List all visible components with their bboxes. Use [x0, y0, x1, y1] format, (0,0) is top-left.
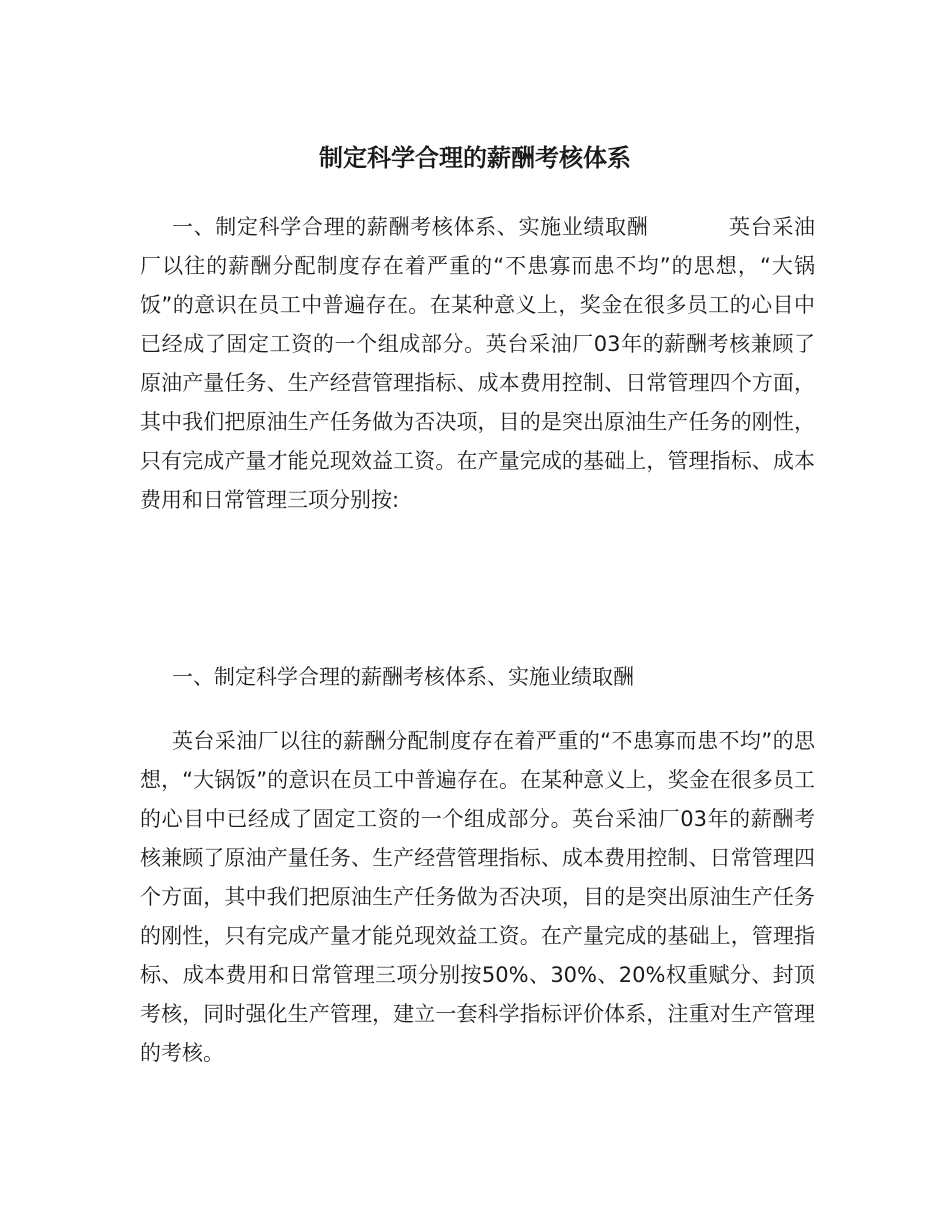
section-heading: 一、制定科学合理的薪酬考核体系、实施业绩取酬 [172, 665, 634, 689]
document-title: 制定科学合理的薪酬考核体系 [319, 144, 631, 172]
intro-paragraph-body: 英台采油厂以往的薪酬分配制度存在着严重的“不患寡而患不均”的思想，“大锅饭”的意识在员工中普遍存在。在某种意义上，奖金在很多员工的心目中已经成了固定工资的一个组成部分。英台采油厂03年的薪酬考核兼顾了原油产量任务、生产经营管理指标、成本费用控制、日常管理四个方面，其中我们把原油生产任务做为否决项，目的是突出原油生产任务的刚性，只有完成产量才能兑现效益工资。在产量完成的基础上，管理指标、成本费用和日常管理三项分别按: [140, 215, 816, 512]
body-paragraph: 英台采油厂以往的薪酬分配制度存在着严重的“不患寡而患不均”的思想，“大锅饭”的意识在员工中普遍存在。在某种意义上，奖金在很多员工的心目中已经成了固定工资的一个组成部分。英台采油厂03年的薪酬考核兼顾了原油产量任务、生产经营管理指标、成本费用控制、日常管理四个方面，其中我们把原油生产任务做为否决项，目的是突出原油生产任务的刚性，只有完成产量才能兑现效益工资。在产量完成的基础上，管理指标、成本费用和日常管理三项分别按50%、30%、20%权重赋分、封顶考核，同时强化生产管理，建立一套科学指标评价体系，注重对生产管理的考核。 [140, 729, 815, 1065]
intro-paragraph-heading: 一、制定科学合理的薪酬考核体系、实施业绩取酬 [172, 215, 649, 239]
intro-paragraph [140, 208, 815, 520]
